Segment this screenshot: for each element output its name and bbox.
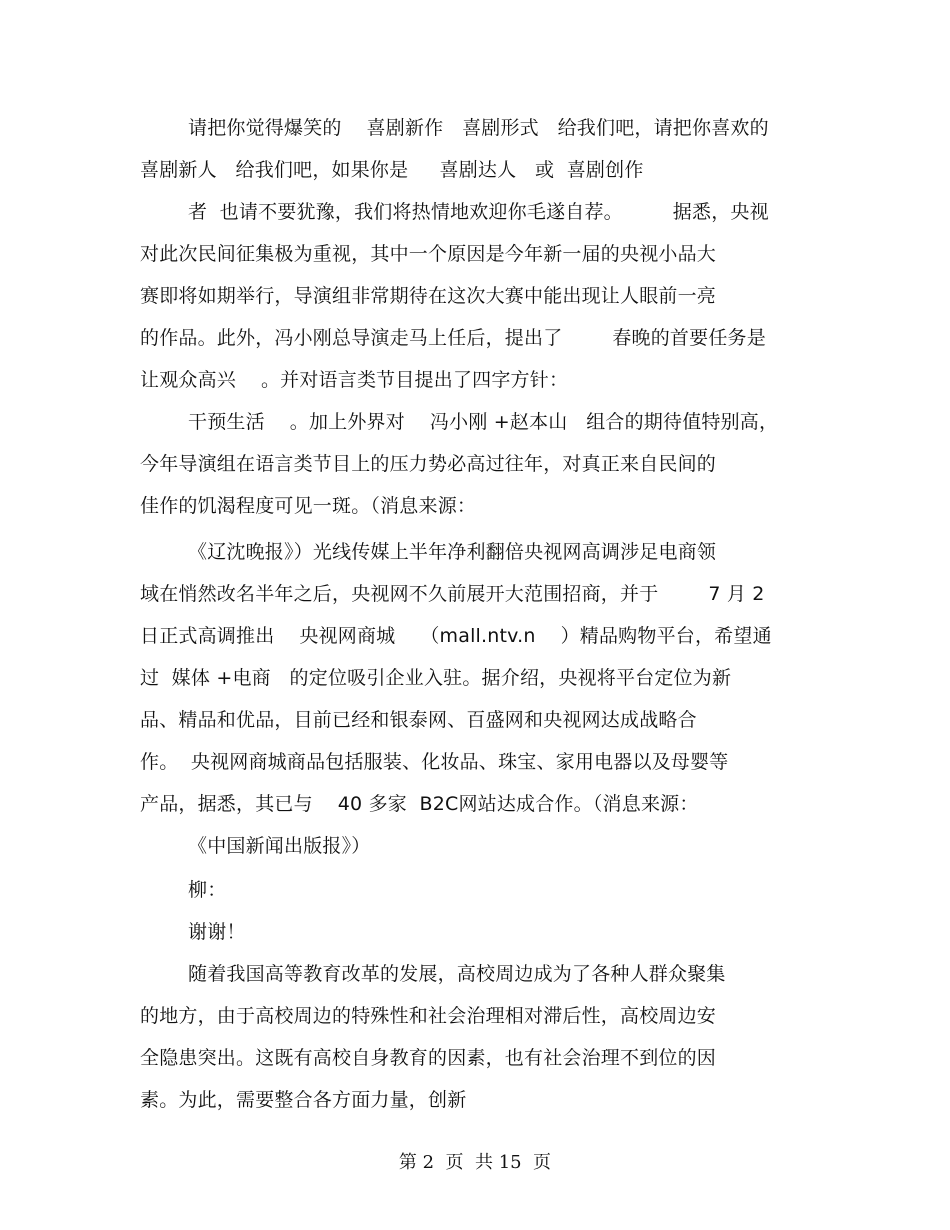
paragraph-line: 赛即将如期举行，导演组非常期待在这次大赛中能出现让人眼前一亮 [140,285,717,307]
paragraph-line: 的作品。此外，冯小刚总导演走马上任后，提出了 春晚的首要任务是 [140,327,766,349]
page-number-footer: 第 2 页 共 15 页 [398,1152,552,1173]
paragraph-line: 对此次民间征集极为重视，其中一个原因是今年新一届的央视小品大 [140,243,717,265]
paragraph-line: 柳： [188,879,227,901]
paragraph-line: 品、精品和优品，目前已经和银泰网、百盛网和央视网达成战略合 [140,709,697,731]
paragraph-line: 产品，据悉，其已与 40 多家 B2C网站达成合作。（消息来源： [140,793,699,815]
paragraph-line: 素。为此，需要整合各方面力量，创新 [140,1089,467,1111]
paragraph-line: 者 也请不要犹豫，我们将热情地欢迎你毛遂自荐。 据悉，央视 [188,201,769,223]
paragraph-line: 谢谢！ [188,921,246,943]
paragraph-line: 作。 央视网商城商品包括服装、化妆品、珠宝、家用电器以及母婴等 [140,751,729,773]
paragraph-line: 《中国新闻出版报》） [188,835,371,857]
paragraph-line: 域在悄然改名半年之后，央视网不久前展开大范围招商，并于 7 月 2 [140,583,765,605]
paragraph-line: 干预生活 。加上外界对 冯小刚 +赵本山 组合的期待值特别高， [188,411,779,433]
paragraph-line: 让观众高兴 。并对语言类节目提出了四字方针： [140,369,569,391]
paragraph-line: 喜剧新人 给我们吧，如果你是 喜剧达人 或 喜剧创作 [140,159,644,181]
paragraph-line: 日正式高调推出 央视网商城 （mall.ntv.n ）精品购物平台，希望通 [140,625,772,647]
paragraph-line: 今年导演组在语言类节目上的压力势必高过往年，对真正来自民间的 [140,453,717,475]
paragraph-line: 随着我国高等教育改革的发展，高校周边成为了各种人群众聚集 [188,963,726,985]
paragraph-line: 全隐患突出。这既有高校自身教育的因素，也有社会治理不到位的因 [140,1047,717,1069]
paragraph-line: 过 媒体 +电商 的定位吸引企业入驻。据介绍，央视将平台定位为新 [140,667,732,689]
paragraph-line: 《辽沈晚报》）光线传媒上半年净利翻倍央视网高调涉足电商领 [188,541,717,563]
paragraph-line: 的地方，由于高校周边的特殊性和社会治理相对滞后性，高校周边安 [140,1005,717,1027]
paragraph-line: 请把你觉得爆笑的 喜剧新作 喜剧形式 给我们吧，请把你喜欢的 [188,117,769,139]
paragraph-line: 佳作的饥渴程度可见一斑。（消息来源： [140,495,477,517]
